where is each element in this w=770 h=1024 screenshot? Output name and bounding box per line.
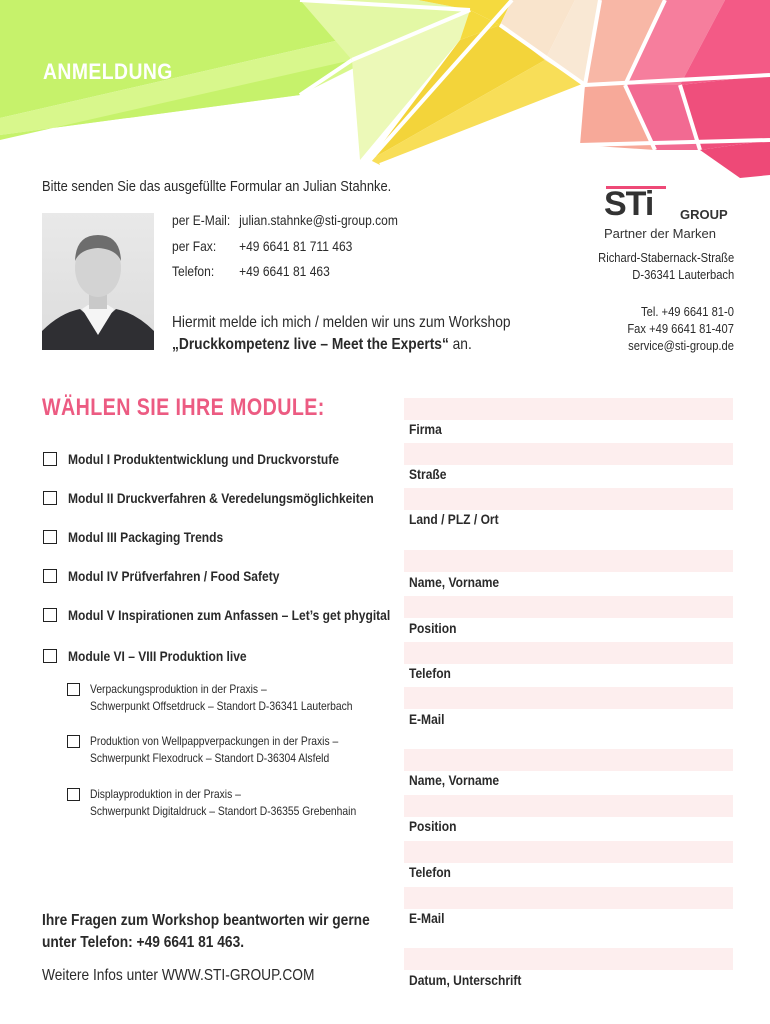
field-strasse-label: Straße	[409, 466, 447, 482]
module-2-checkbox[interactable]	[43, 491, 57, 505]
field-email-2-label: E-Mail	[409, 910, 445, 926]
field-email-2-input[interactable]	[404, 887, 733, 909]
submodule-1-checkbox[interactable]	[67, 683, 80, 696]
company-contact	[610, 303, 734, 354]
header-decoration	[0, 0, 770, 180]
module-3-label: Modul III Packaging Trends	[68, 529, 224, 545]
company-email[interactable]: service@sti-group.de	[628, 338, 734, 353]
workshop-line-1: Hiermit melde ich mich / melden wir uns zum Workshop	[172, 314, 511, 331]
logo-tagline: Partner der Marken	[604, 226, 716, 241]
field-telefon-1-input[interactable]	[404, 642, 733, 664]
footer-info: Weitere Infos unter WWW.STI-GROUP.COM	[42, 967, 315, 984]
field-signature-label: Datum, Unterschrift	[409, 972, 522, 988]
modules-heading: WÄHLEN SIE IHRE MODULE:	[42, 394, 325, 421]
workshop-registration-text	[172, 312, 566, 356]
module-5-checkbox[interactable]	[43, 608, 57, 622]
footer-question: Ihre Fragen zum Workshop beantworten wir gerne unter Telefon: +49 6641 81 463.	[42, 912, 370, 951]
submodule-1-label: Verpackungsproduktion in der Praxis – Schwerpunkt Offsetdruck – Standort D-36341 Lauterbach	[90, 682, 353, 713]
field-ort-input[interactable]	[404, 488, 733, 510]
field-strasse-input[interactable]	[404, 443, 733, 465]
module-4-label: Modul IV Prüfverfahren / Food Safety	[68, 568, 280, 584]
contact-email-row	[172, 212, 435, 228]
company-fax: Fax +49 6641 81-407	[627, 321, 734, 336]
workshop-suffix: an.	[448, 336, 472, 353]
field-firma-input[interactable]	[404, 398, 733, 420]
submodule-3-label: Displayproduktion in der Praxis – Schwerpunkt Digitaldruck – Standort D-36355 Grebenhain	[90, 787, 357, 818]
module-5-label: Modul V Inspirationen zum Anfassen – Let’s get phygital	[68, 607, 391, 623]
module-3-checkbox[interactable]	[43, 530, 57, 544]
contact-phone-value: +49 6641 81 463	[239, 263, 330, 279]
field-name-1-input[interactable]	[404, 550, 733, 572]
field-name-2-input[interactable]	[404, 749, 733, 771]
logo-group-text: GROUP	[680, 207, 728, 222]
page-title: ANMELDUNG	[43, 59, 173, 84]
module-1-label: Modul I Produktentwicklung und Druckvorstufe	[68, 451, 339, 467]
company-street: Richard-Stabernack-Straße	[597, 250, 734, 265]
sti-group-logo	[604, 184, 734, 244]
field-telefon-1-label: Telefon	[409, 665, 451, 681]
submodule-2-checkbox[interactable]	[67, 735, 80, 748]
field-position-2-label: Position	[409, 818, 457, 834]
field-name-2-label: Name, Vorname	[409, 772, 500, 788]
company-tel: Tel. +49 6641 81-0	[641, 304, 734, 319]
module-2-label: Modul II Druckverfahren & Veredelungsmöglichkeiten	[68, 490, 374, 506]
submodule-2-label: Produktion von Wellpappverpackungen in der Praxis – Schwerpunkt Flexodruck – Standort D-36304 Alsfeld	[90, 734, 339, 765]
submodule-3-checkbox[interactable]	[67, 788, 80, 801]
contact-phone-row	[172, 263, 356, 279]
contact-email-label: per E-Mail:	[172, 212, 231, 228]
field-telefon-2-input[interactable]	[404, 841, 733, 863]
field-email-1-label: E-Mail	[409, 711, 445, 727]
field-telefon-2-label: Telefon	[409, 864, 451, 880]
module-6-checkbox[interactable]	[43, 649, 57, 663]
contact-fax-row	[172, 238, 382, 254]
module-4-checkbox[interactable]	[43, 569, 57, 583]
field-firma-label: Firma	[409, 421, 442, 437]
field-position-1-label: Position	[409, 620, 457, 636]
company-address	[576, 249, 734, 283]
contact-fax-value: +49 6641 81 711 463	[239, 238, 353, 254]
module-1-checkbox[interactable]	[43, 452, 57, 466]
module-6-label: Module VI – VIII Produktion live	[68, 648, 247, 664]
field-position-1-input[interactable]	[404, 596, 733, 618]
field-name-1-label: Name, Vorname	[409, 574, 500, 590]
contact-fax-label: per Fax:	[172, 238, 217, 254]
logo-mark: STi	[604, 185, 654, 223]
field-email-1-input[interactable]	[404, 687, 733, 709]
field-position-2-input[interactable]	[404, 795, 733, 817]
intro-text: Bitte senden Sie das ausgefüllte Formular an Julian Stahnke.	[42, 178, 392, 195]
workshop-title: „Druckkompetenz live – Meet the Experts“	[172, 336, 449, 353]
contact-email-value[interactable]: julian.stahnke@sti-group.com	[239, 212, 398, 228]
field-ort-label: Land / PLZ / Ort	[409, 511, 499, 527]
contact-photo	[42, 213, 154, 350]
contact-phone-label: Telefon:	[172, 263, 215, 279]
field-signature-input[interactable]	[404, 948, 733, 970]
company-city: D-36341 Lauterbach	[632, 267, 734, 282]
